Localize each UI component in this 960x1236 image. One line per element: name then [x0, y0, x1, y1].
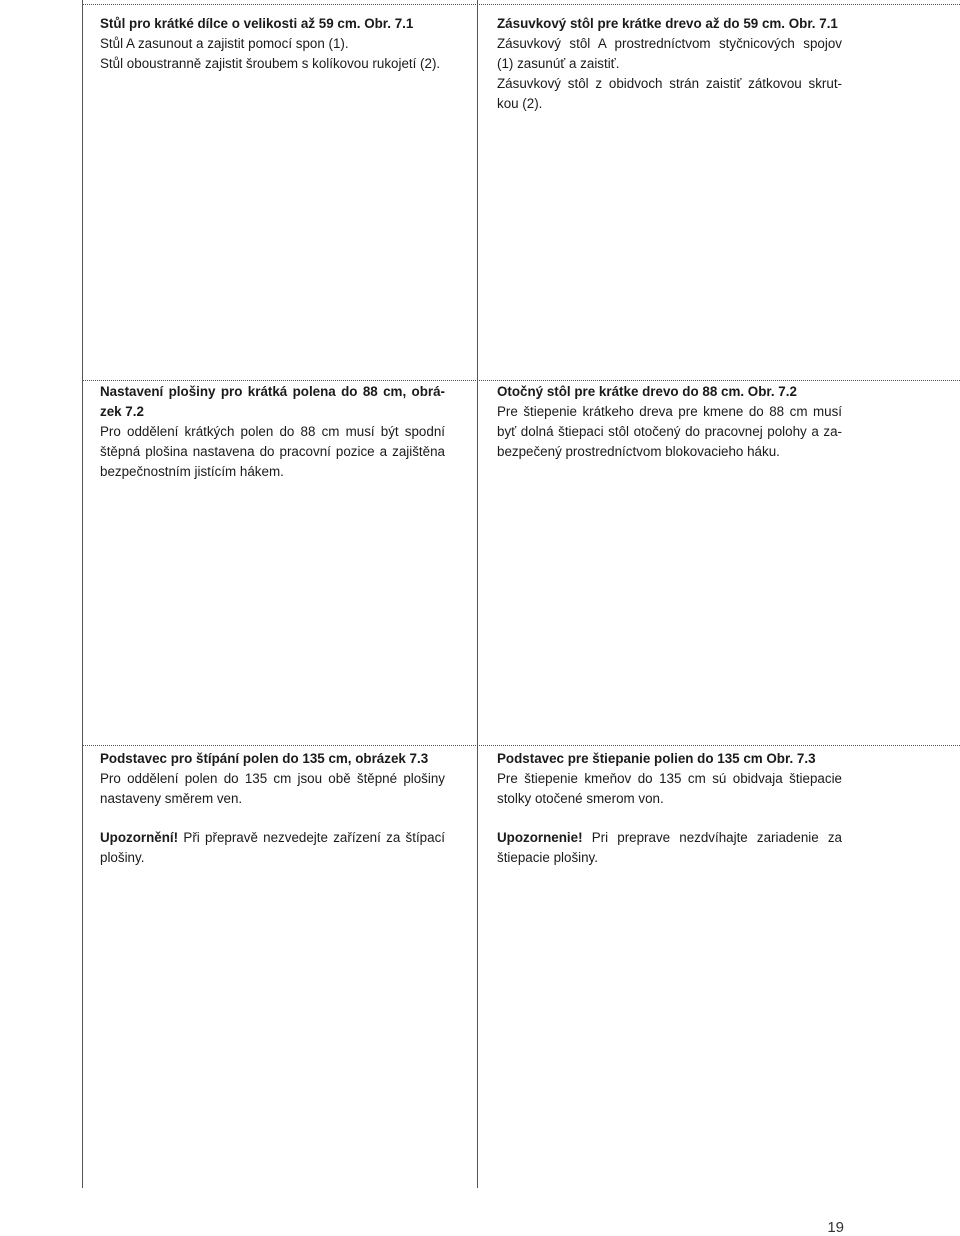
section-3-sk-warning-text-2: štiepacie plošiny. [497, 850, 598, 865]
section-3-sk [497, 749, 842, 868]
section-1-cz [100, 14, 445, 74]
section-1-cz-line-1: Stůl A zasunout a zajistit pomocí spon (1). [100, 36, 349, 51]
section-3-cz-warning-label: Upozornění! [100, 830, 179, 845]
top-divider [82, 4, 960, 5]
section-2-cz-title-line-2: zek 7.2 [100, 404, 144, 419]
section-1-sk [497, 14, 842, 114]
section-2-sk-line-1: Pre štiepenie krátkeho dreva pre kmene do 88 cm musí [497, 404, 842, 419]
section-1-sk-line-2: (1) zasunúť a zaistiť. [497, 56, 620, 71]
section-3-cz-line-2: nastaveny směrem ven. [100, 791, 243, 806]
section-2-sk [497, 382, 842, 462]
section-1-sk-line-3: Zásuvkový stôl z obidvoch strán zaistiť zátkovou skrut- [497, 76, 842, 91]
lower-divider [82, 745, 960, 746]
section-3-cz-warning [100, 828, 445, 848]
section-1-cz-title: Stůl pro krátké dílce o velikosti až 59 cm. Obr. 7.1 [100, 16, 414, 31]
section-3-cz [100, 749, 445, 868]
section-3-cz-warning-text-1: Při přepravě nezvedejte zařízení za štípací [178, 830, 445, 845]
column-divider [477, 0, 478, 1188]
section-3-sk-warning-label: Upozornenie! [497, 830, 583, 845]
section-1-cz-line-2: Stůl oboustranně zajistit šroubem s kolíkovou rukojetí (2). [100, 56, 441, 71]
section-1-sk-line-4: kou (2). [497, 96, 543, 111]
section-3-sk-line-2: stolky otočené smerom von. [497, 791, 664, 806]
page-number: 19 [827, 1219, 844, 1236]
section-3-sk-title: Podstavec pre štiepanie polien do 135 cm Obr. 7.3 [497, 751, 816, 766]
section-3-cz-line-1: Pro oddělení polen do 135 cm jsou obě štěpné plošiny [100, 771, 445, 786]
section-3-sk-warning [497, 828, 842, 848]
section-2-cz-line-1: Pro oddělení krátkých polen do 88 cm musí být spodní [100, 424, 445, 439]
section-3-cz-title: Podstavec pro štípání polen do 135 cm, obrázek 7.3 [100, 751, 429, 766]
section-3-sk-line-1: Pre štiepenie kmeňov do 135 cm sú obidvaja štiepacie [497, 771, 842, 786]
section-3-cz-warning-text-2: plošiny. [100, 850, 145, 865]
section-2-cz [100, 382, 445, 482]
section-2-sk-line-3: bezpečený prostredníctvom blokovacieho háku. [497, 444, 780, 459]
left-border [82, 0, 83, 1188]
section-2-sk-title: Otočný stôl pre krátke drevo do 88 cm. Obr. 7.2 [497, 384, 797, 399]
middle-divider [82, 380, 960, 381]
section-2-cz-line-3: bezpečnostním jistícím hákem. [100, 464, 284, 479]
section-1-sk-title: Zásuvkový stôl pre krátke drevo až do 59 cm. Obr. 7.1 [497, 16, 838, 31]
section-2-cz-line-2: štěpná plošina nastavena do pracovní pozice a zajištěna [100, 444, 445, 459]
section-2-cz-title-line-1: Nastavení plošiny pro krátká polena do 88 cm, obrá- [100, 384, 445, 399]
section-1-sk-line-1: Zásuvkový stôl A prostredníctvom styčnicových spojov [497, 36, 842, 51]
section-2-sk-line-2: byť dolná štiepaci stôl otočený do pracovnej polohy a za- [497, 424, 842, 439]
section-3-sk-warning-text-1: Pri preprave nezdvíhajte zariadenie za [582, 830, 842, 845]
